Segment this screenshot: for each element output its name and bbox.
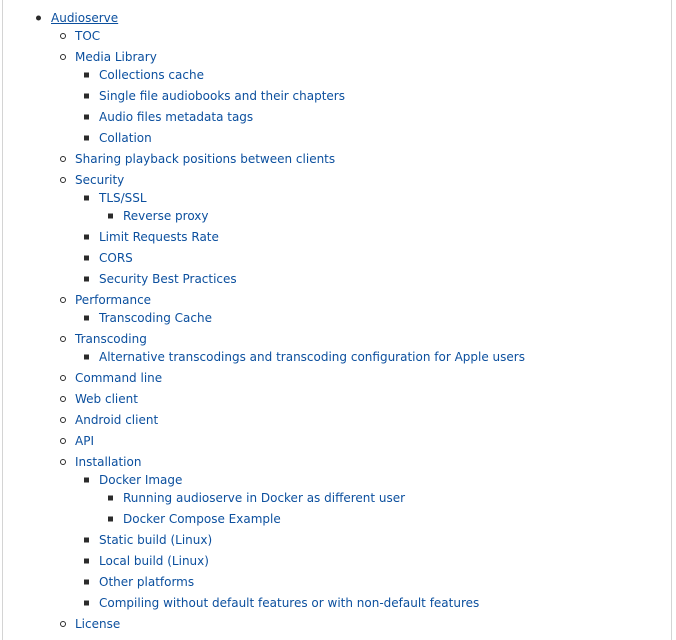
toc-link-reverse-proxy[interactable]: Reverse proxy bbox=[123, 209, 209, 223]
toc-link-single-file[interactable]: Single file audiobooks and their chapters bbox=[99, 89, 345, 103]
toc-link-license[interactable]: License bbox=[75, 617, 121, 631]
disc-bullet-icon bbox=[36, 16, 41, 21]
toc-link-toc[interactable]: TOC bbox=[75, 29, 101, 43]
toc-link-docker-image[interactable]: Docker Image bbox=[99, 473, 183, 487]
toc-link-limit-rate[interactable]: Limit Requests Rate bbox=[99, 230, 219, 244]
square-bullet-icon bbox=[84, 538, 89, 543]
toc-link-other-platforms[interactable]: Other platforms bbox=[99, 575, 195, 589]
circle-bullet-icon bbox=[60, 417, 66, 423]
toc-link-local-build[interactable]: Local build (Linux) bbox=[99, 554, 209, 568]
square-bullet-icon bbox=[84, 580, 89, 585]
toc-link-docker-compose[interactable]: Docker Compose Example bbox=[123, 512, 281, 526]
toc-link-alt-transcodings[interactable]: Alternative transcodings and transcoding configuration for Apple users bbox=[99, 350, 525, 364]
square-bullet-icon bbox=[84, 115, 89, 120]
square-bullet-icon bbox=[84, 256, 89, 261]
toc-link-installation[interactable]: Installation bbox=[75, 455, 142, 469]
circle-bullet-icon bbox=[60, 54, 66, 60]
toc-link-api[interactable]: API bbox=[75, 434, 94, 448]
toc-link-command-line[interactable]: Command line bbox=[75, 371, 163, 385]
circle-bullet-icon bbox=[60, 33, 66, 39]
toc-link-media-library[interactable]: Media Library bbox=[75, 50, 157, 64]
square-bullet-icon bbox=[84, 601, 89, 606]
square-bullet-icon bbox=[108, 214, 113, 219]
circle-bullet-icon bbox=[60, 156, 66, 162]
square-bullet-icon bbox=[84, 559, 89, 564]
toc-link-compiling-features[interactable]: Compiling without default features or with non-default features bbox=[99, 596, 480, 610]
toc-link-tls-ssl[interactable]: TLS/SSL bbox=[99, 191, 147, 205]
toc-link-security[interactable]: Security bbox=[75, 173, 125, 187]
square-bullet-icon bbox=[84, 316, 89, 321]
square-bullet-icon bbox=[84, 235, 89, 240]
square-bullet-icon bbox=[84, 355, 89, 360]
square-bullet-icon bbox=[84, 73, 89, 78]
toc-link-sharing-positions[interactable]: Sharing playback positions between clients bbox=[75, 152, 336, 166]
circle-bullet-icon bbox=[60, 375, 66, 381]
circle-bullet-icon bbox=[60, 177, 66, 183]
toc-link-static-build[interactable]: Static build (Linux) bbox=[99, 533, 213, 547]
toc-link-cors[interactable]: CORS bbox=[99, 251, 133, 265]
circle-bullet-icon bbox=[60, 336, 66, 342]
toc-link-transcoding[interactable]: Transcoding bbox=[75, 332, 147, 346]
circle-bullet-icon bbox=[60, 459, 66, 465]
toc-link-web-client[interactable]: Web client bbox=[75, 392, 138, 406]
toc-link-collation[interactable]: Collation bbox=[99, 131, 152, 145]
toc-link-performance[interactable]: Performance bbox=[75, 293, 152, 307]
square-bullet-icon bbox=[84, 277, 89, 282]
toc-link-security-best[interactable]: Security Best Practices bbox=[99, 272, 237, 286]
square-bullet-icon bbox=[84, 196, 89, 201]
circle-bullet-icon bbox=[60, 297, 66, 303]
square-bullet-icon bbox=[108, 496, 113, 501]
square-bullet-icon bbox=[84, 136, 89, 141]
circle-bullet-icon bbox=[60, 396, 66, 402]
toc-link-transcoding-cache[interactable]: Transcoding Cache bbox=[99, 311, 212, 325]
toc-link-docker-user[interactable]: Running audioserve in Docker as different user bbox=[123, 491, 406, 505]
circle-bullet-icon bbox=[60, 438, 66, 444]
square-bullet-icon bbox=[108, 517, 113, 522]
square-bullet-icon bbox=[84, 478, 89, 483]
square-bullet-icon bbox=[84, 94, 89, 99]
toc-link-android-client[interactable]: Android client bbox=[75, 413, 159, 427]
toc-link-metadata-tags[interactable]: Audio files metadata tags bbox=[99, 110, 254, 124]
circle-bullet-icon bbox=[60, 621, 66, 627]
toc-link-collections-cache[interactable]: Collections cache bbox=[99, 68, 204, 82]
toc-link-audioserve[interactable]: Audioserve bbox=[51, 11, 119, 25]
